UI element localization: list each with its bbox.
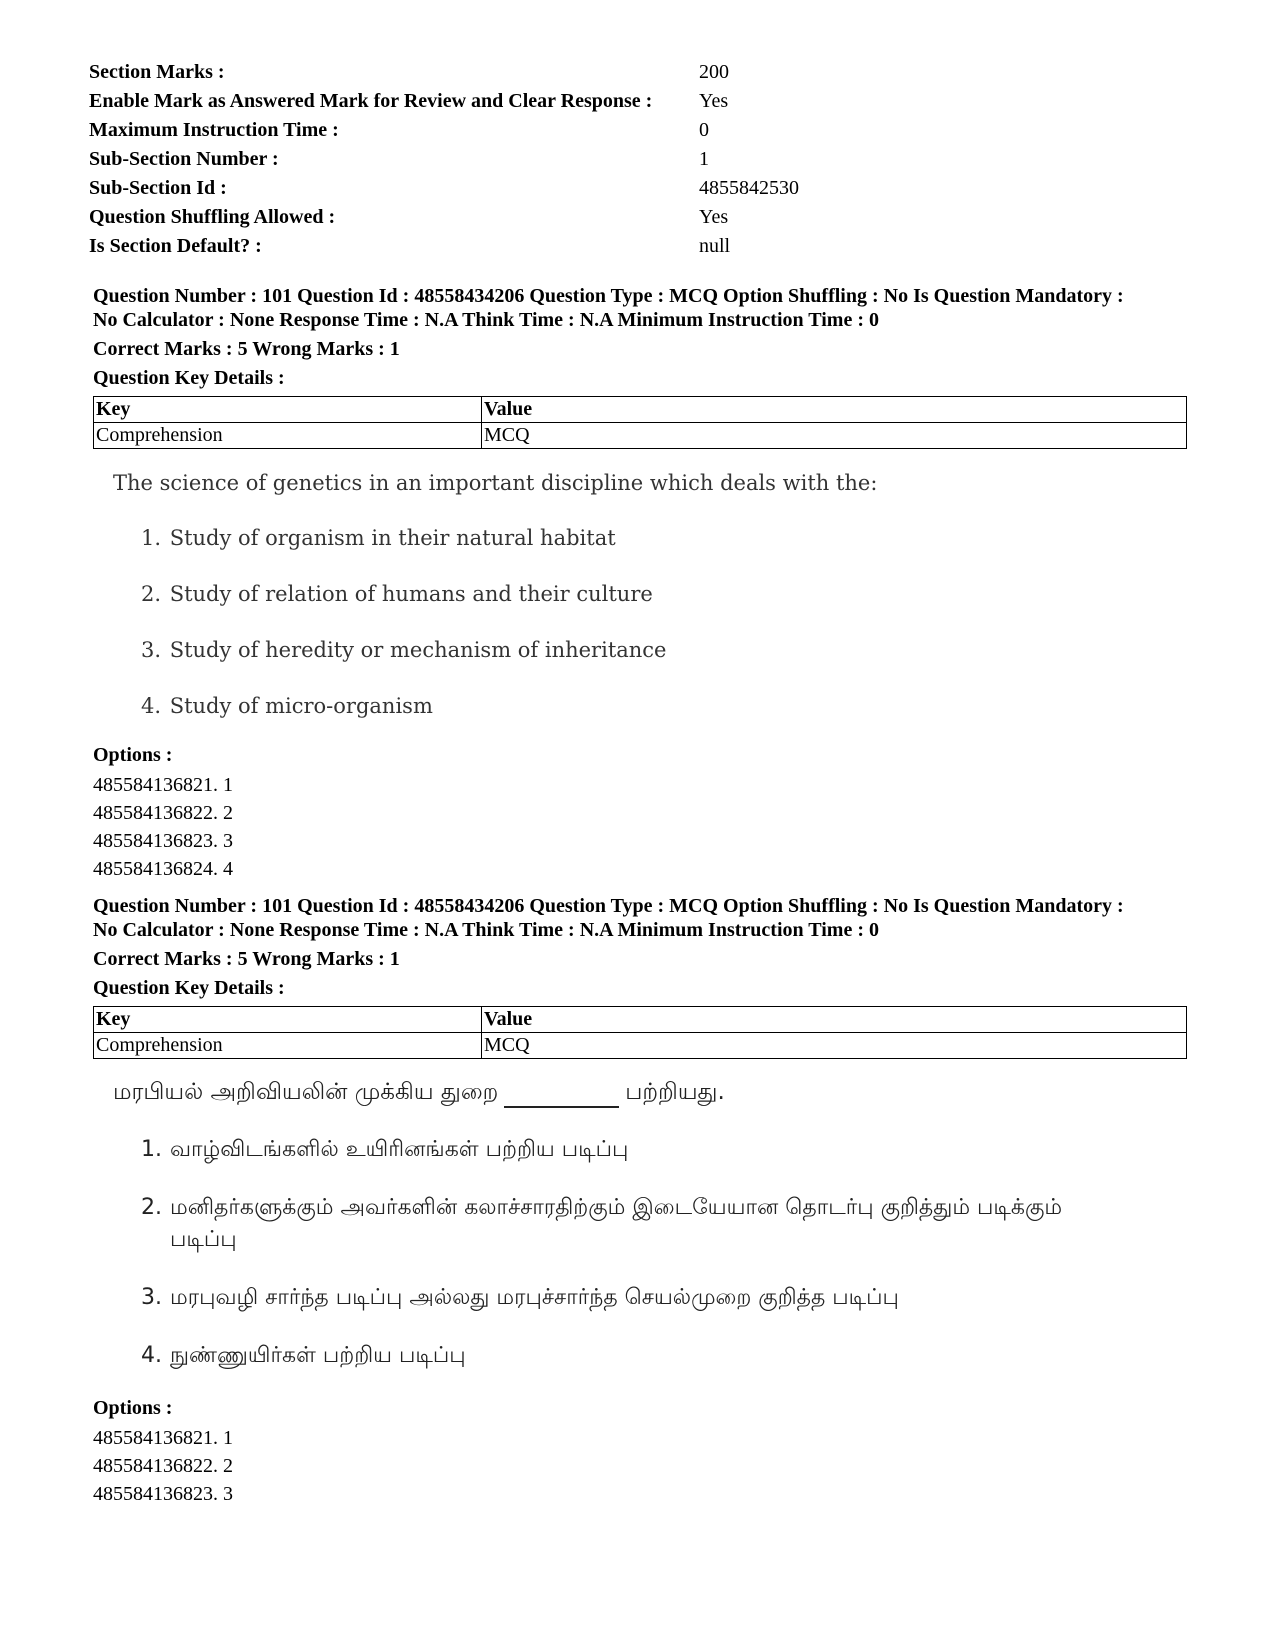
item-text: Study of heredity or mechanism of inheritance	[169, 638, 667, 662]
options-list	[93, 1424, 1193, 1508]
item-number: 4.	[141, 1343, 162, 1368]
meta-label: Maximum Instruction Time :	[89, 119, 339, 141]
meta-value: Yes	[699, 206, 729, 228]
question-block-tamil	[93, 894, 1193, 1508]
option-item: 485584136823. 3	[93, 830, 233, 852]
question-key-details-label: Question Key Details :	[93, 977, 285, 999]
sub-section-number-row	[89, 145, 889, 174]
item-text: மனிதர்களுக்கும் அவர்களின் கலாச்சாரதிற்கும் இடையேயான தொடர்பு குறித்தும் படிக்கும் படிப்பு	[170, 1195, 1063, 1252]
item-number: 2.	[141, 1195, 162, 1220]
meta-value: 200	[699, 61, 729, 83]
option-item: 485584136822. 2	[93, 802, 233, 824]
list-item	[141, 525, 1193, 551]
key-header: Key	[94, 1007, 482, 1033]
list-item	[141, 1134, 1193, 1166]
meta-value: 0	[699, 119, 709, 141]
item-number: 1.	[141, 1137, 162, 1162]
section-marks-row	[89, 58, 889, 87]
key-header: Key	[94, 397, 482, 423]
item-text: Study of organism in their natural habitat	[169, 526, 616, 550]
list-item	[141, 1282, 1193, 1314]
meta-label: Section Marks :	[89, 61, 225, 83]
question-header-line1: Question Number : 101 Question Id : 48558434206 Question Type : MCQ Option Shuffling : No Is Question Mandatory :	[93, 895, 1124, 917]
item-number: 1.	[141, 526, 162, 550]
value-header: Value	[482, 1007, 1187, 1033]
list-item	[141, 1340, 1193, 1372]
list-item	[141, 693, 1193, 719]
question-shuffling-row	[89, 203, 889, 232]
item-text: வாழ்விடங்களில் உயிரினங்கள் பற்றிய படிப்பு	[170, 1137, 629, 1162]
list-item	[141, 1192, 1193, 1256]
value-header: Value	[482, 397, 1187, 423]
section-default-row	[89, 232, 889, 261]
option-item: 485584136823. 3	[93, 1483, 233, 1505]
meta-value: Yes	[699, 90, 729, 112]
meta-value: 4855842530	[699, 177, 799, 199]
list-item	[141, 581, 1193, 607]
item-number: 3.	[141, 1285, 162, 1310]
section-details	[89, 58, 889, 261]
question-items	[93, 525, 1193, 719]
stem-after-blank: பற்றியது.	[625, 1079, 725, 1105]
question-content	[93, 1079, 1193, 1372]
question-items	[93, 1134, 1193, 1372]
question-key-details-label: Question Key Details :	[93, 367, 285, 389]
item-text: மரபுவழி சார்ந்த படிப்பு அல்லது மரபுச்சார்ந்த செயல்முறை குறித்த படிப்பு	[170, 1285, 899, 1310]
option-item: 485584136821. 1	[93, 1427, 233, 1449]
meta-label: Is Section Default? :	[89, 235, 262, 257]
meta-label: Question Shuffling Allowed :	[89, 206, 336, 228]
meta-value: 1	[699, 148, 709, 170]
item-text: Study of relation of humans and their culture	[169, 582, 653, 606]
options-label: Options :	[93, 1397, 173, 1419]
item-number: 2.	[141, 582, 162, 606]
question-marks: Correct Marks : 5 Wrong Marks : 1	[93, 948, 400, 970]
item-number: 4.	[141, 694, 162, 718]
options-list	[93, 771, 1193, 883]
question-key-table	[93, 1006, 1187, 1059]
key-cell: Comprehension	[94, 423, 482, 449]
item-text: நுண்ணுயிர்கள் பற்றிய படிப்பு	[170, 1343, 466, 1368]
enable-mark-row	[89, 87, 889, 116]
meta-value: null	[699, 235, 731, 257]
fill-in-blank	[504, 1084, 619, 1108]
question-key-table	[93, 396, 1187, 449]
stem-before-blank: மரபியல் அறிவியலின் முக்கிய துறை	[113, 1079, 499, 1105]
list-item	[141, 637, 1193, 663]
item-number: 3.	[141, 638, 162, 662]
key-cell: Comprehension	[94, 1033, 482, 1059]
question-header-line2: No Calculator : None Response Time : N.A Think Time : N.A Minimum Instruction Time : 0	[93, 309, 879, 331]
question-stem	[113, 1079, 1193, 1108]
question-content	[93, 471, 1193, 719]
option-item: 485584136821. 1	[93, 774, 233, 796]
meta-label: Enable Mark as Answered Mark for Review and Clear Response :	[89, 90, 653, 112]
value-cell: MCQ	[482, 423, 1187, 449]
item-text: Study of micro-organism	[169, 694, 433, 718]
value-cell: MCQ	[482, 1033, 1187, 1059]
option-item: 485584136824. 4	[93, 858, 233, 880]
option-item: 485584136822. 2	[93, 1455, 233, 1477]
question-block-english	[93, 284, 1193, 883]
options-label: Options :	[93, 744, 173, 766]
sub-section-id-row	[89, 174, 889, 203]
question-header-line2: No Calculator : None Response Time : N.A Think Time : N.A Minimum Instruction Time : 0	[93, 919, 879, 941]
question-marks: Correct Marks : 5 Wrong Marks : 1	[93, 338, 400, 360]
max-instruction-time-row	[89, 116, 889, 145]
question-header-line1: Question Number : 101 Question Id : 48558434206 Question Type : MCQ Option Shuffling : No Is Question Mandatory :	[93, 285, 1124, 307]
meta-label: Sub-Section Number :	[89, 148, 279, 170]
meta-label: Sub-Section Id :	[89, 177, 227, 199]
question-stem: The science of genetics in an important discipline which deals with the:	[113, 471, 878, 495]
